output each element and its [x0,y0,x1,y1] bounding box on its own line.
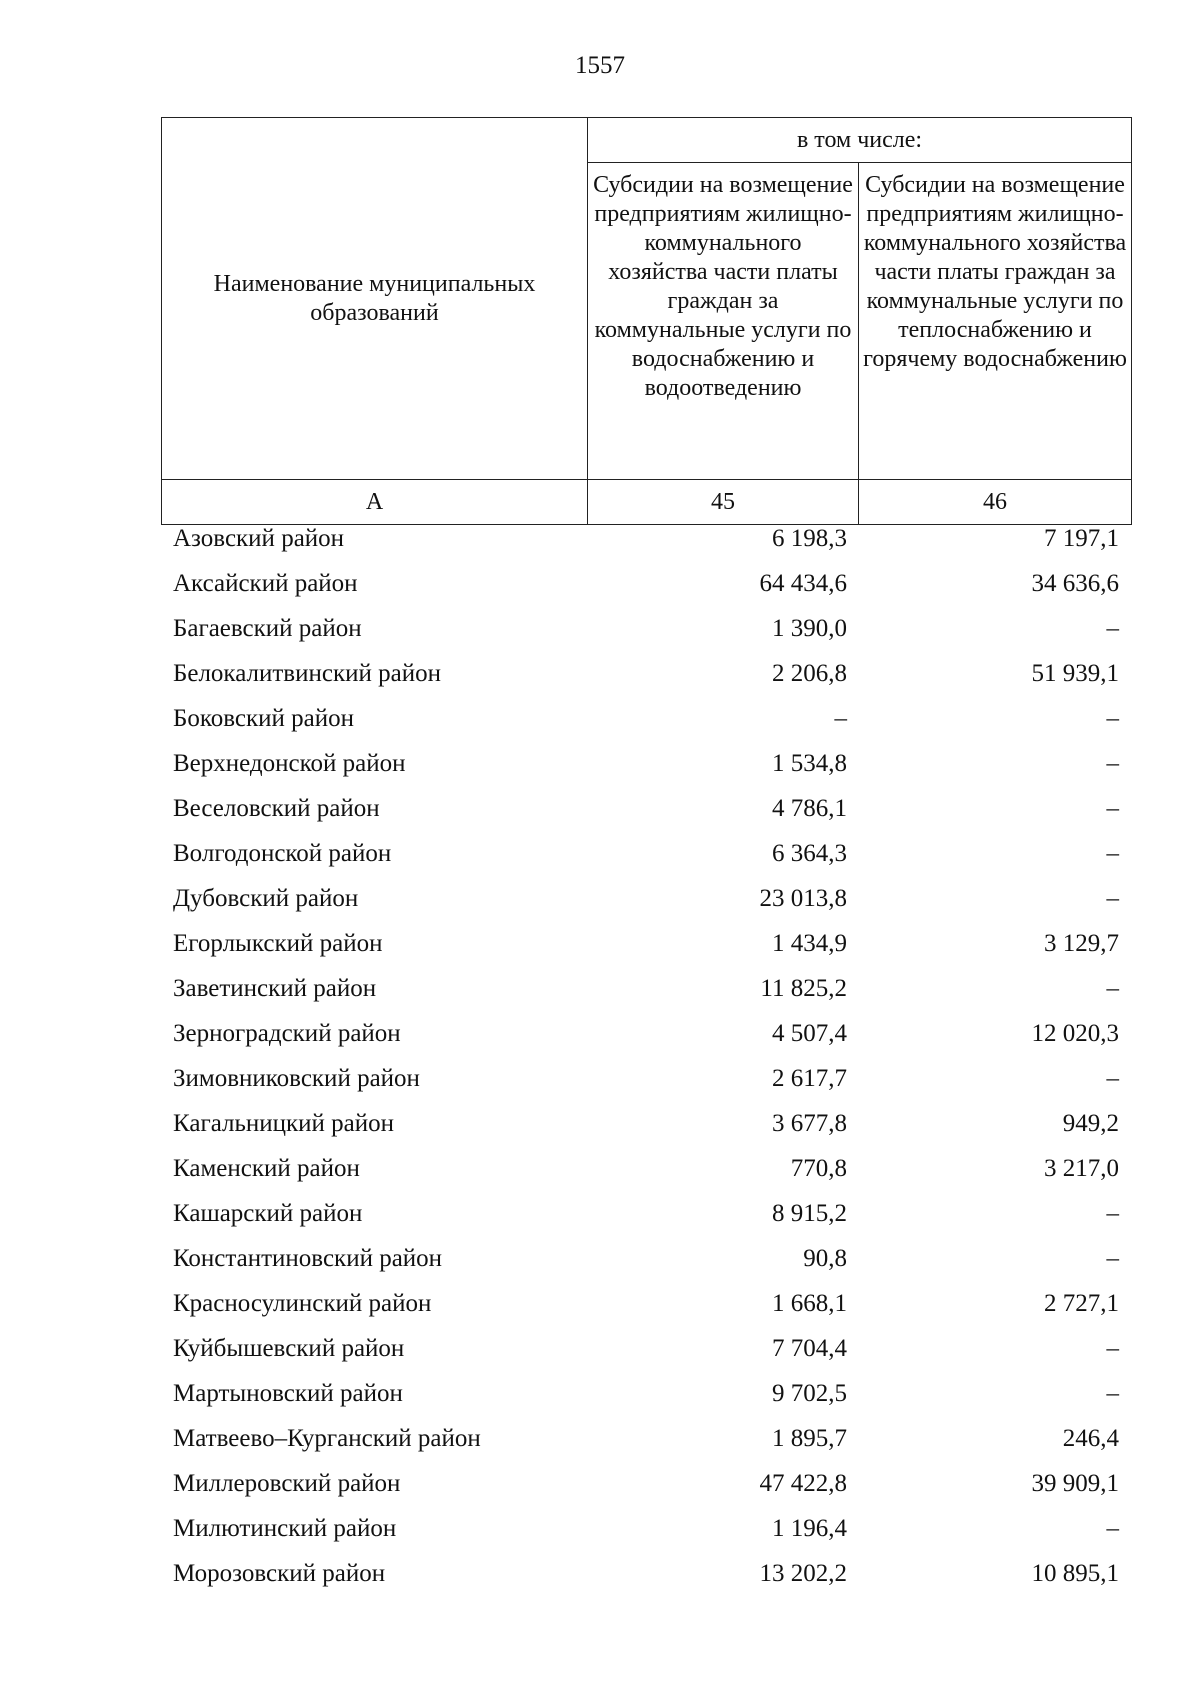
value-col46: 12 020,3 [1031,1019,1119,1047]
table-row [161,516,1131,561]
table-row [161,921,1131,966]
table-header [161,117,1132,525]
value-col45: 1 668,1 [772,1289,847,1317]
value-col45: 6 364,3 [772,839,847,867]
district-name: Азовский район [173,524,345,552]
value-col46: 39 909,1 [1031,1469,1119,1497]
value-col45: 770,8 [790,1154,847,1182]
value-col46: 34 636,6 [1031,569,1119,597]
value-col45: 2 206,8 [772,659,847,687]
district-name: Егорлыкский район [173,929,383,957]
value-col45: 9 702,5 [772,1379,847,1407]
district-name: Боковский район [173,704,354,732]
district-name: Константиновский район [173,1244,443,1272]
district-name: Заветинский район [173,974,377,1002]
header-code-45: 45 [588,480,859,525]
header-name-column: Наименование муниципальных образований [162,118,588,480]
value-col46: – [1106,1379,1119,1407]
value-col45: 6 198,3 [772,524,847,552]
table-row [161,1281,1131,1326]
district-name: Багаевский район [173,614,362,642]
value-col45: 64 434,6 [759,569,847,597]
table-row [161,1416,1131,1461]
district-name: Белокалитвинский район [173,659,441,687]
table-row [161,1371,1131,1416]
table-row [161,1191,1131,1236]
district-name: Миллеровский район [173,1469,401,1497]
table-row [161,1056,1131,1101]
table-row [161,1236,1131,1281]
value-col45: 1 895,7 [772,1424,847,1452]
table-row [161,606,1131,651]
district-name: Морозовский район [173,1559,386,1587]
district-name: Аксайский район [173,569,358,597]
district-name: Милютинский район [173,1514,397,1542]
value-col46: – [1106,974,1119,1002]
district-name: Матвеево–Курганский район [173,1424,481,1452]
table-row [161,1326,1131,1371]
district-name: Куйбышевский район [173,1334,405,1362]
table-row [161,876,1131,921]
district-name: Волгодонской район [173,839,392,867]
value-col45: 8 915,2 [772,1199,847,1227]
district-name: Веселовский район [173,794,380,822]
table-row [161,831,1131,876]
table-row [161,966,1131,1011]
value-col46: – [1106,1199,1119,1227]
value-col46: 3 217,0 [1044,1154,1119,1182]
value-col45: 90,8 [803,1244,847,1272]
value-col46: – [1106,1244,1119,1272]
value-col46: 3 129,7 [1044,929,1119,957]
value-col46: – [1106,1334,1119,1362]
header-code-46: 46 [859,480,1132,525]
value-col45: 1 534,8 [772,749,847,777]
table-row [161,786,1131,831]
table-row [161,1146,1131,1191]
value-col46: – [1106,839,1119,867]
table-row [161,1101,1131,1146]
district-name: Зимовниковский район [173,1064,420,1092]
district-name: Зерноградский район [173,1019,401,1047]
value-col45: 1 196,4 [772,1514,847,1542]
value-col46: 51 939,1 [1031,659,1119,687]
value-col45: – [834,704,847,732]
header-col45-description: Субсидии на возмещение предприятиям жилищно-коммунального хозяйства части платы граждан за коммунальные услуги по водоснабжению и водоотведению [588,163,859,480]
district-name: Кашарский район [173,1199,363,1227]
value-col45: 7 704,4 [772,1334,847,1362]
district-name: Мартыновский район [173,1379,403,1407]
table-row [161,696,1131,741]
value-col46: – [1106,1514,1119,1542]
value-col46: – [1106,1064,1119,1092]
value-col46: – [1106,749,1119,777]
value-col45: 4 786,1 [772,794,847,822]
value-col45: 13 202,2 [759,1559,847,1587]
table-body [161,516,1131,1596]
value-col46: 10 895,1 [1031,1559,1119,1587]
table-row [161,1011,1131,1056]
value-col45: 23 013,8 [759,884,847,912]
value-col46: 7 197,1 [1044,524,1119,552]
value-col46: 246,4 [1062,1424,1119,1452]
table-row [161,741,1131,786]
value-col45: 11 825,2 [760,974,847,1002]
value-col46: – [1106,614,1119,642]
value-col46: 2 727,1 [1044,1289,1119,1317]
value-col45: 47 422,8 [759,1469,847,1497]
table-row [161,1461,1131,1506]
header-code-a: А [162,480,588,525]
header-col46-description: Субсидии на возмещение предприятиям жилищно-коммунального хозяйства части платы граждан за коммунальные услуги по теплоснабжению и горячему водоснабжению [859,163,1132,480]
value-col45: 1 390,0 [772,614,847,642]
district-name: Верхнедонской район [173,749,406,777]
page-number: 1557 [575,52,625,79]
table-row [161,1551,1131,1596]
district-name: Каменский район [173,1154,360,1182]
value-col45: 4 507,4 [772,1019,847,1047]
value-col45: 3 677,8 [772,1109,847,1137]
value-col46: – [1106,704,1119,732]
district-name: Красносулинский район [173,1289,432,1317]
table-row [161,561,1131,606]
district-name: Кагальницкий район [173,1109,395,1137]
value-col46: 949,2 [1062,1109,1119,1137]
value-col45: 1 434,9 [772,929,847,957]
table-row [161,1506,1131,1551]
header-including: в том числе: [588,118,1132,163]
district-name: Дубовский район [173,884,359,912]
table-row [161,651,1131,696]
value-col45: 2 617,7 [772,1064,847,1092]
value-col46: – [1106,884,1119,912]
value-col46: – [1106,794,1119,822]
